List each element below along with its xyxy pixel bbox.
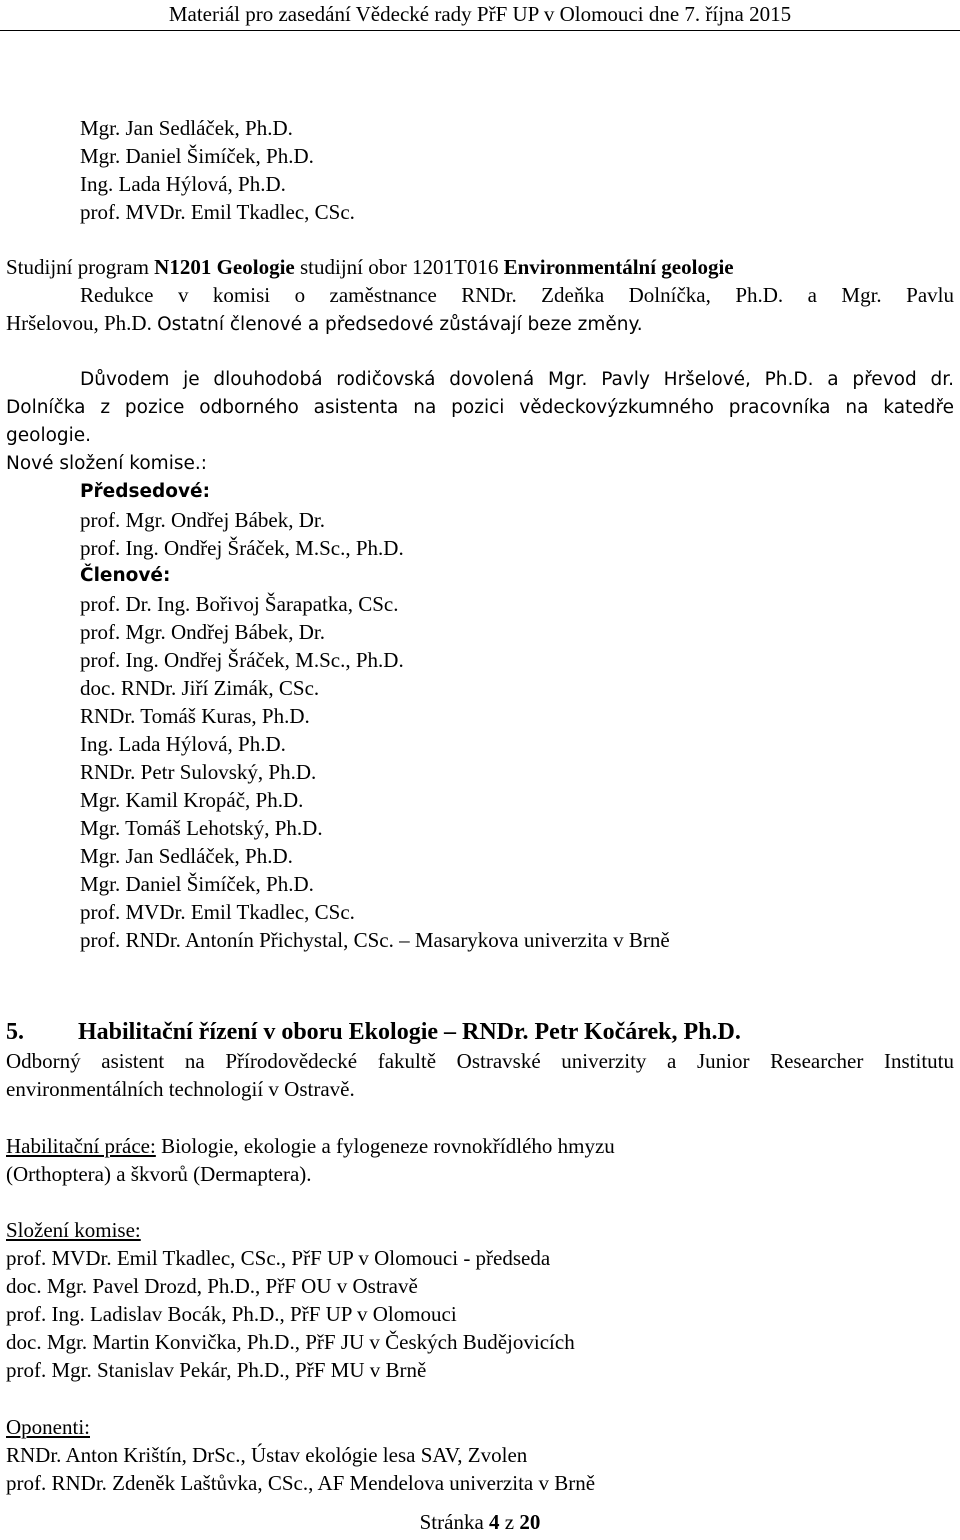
member-item: doc. RNDr. Jiří Zimák, CSc. xyxy=(80,676,320,700)
member-item: Mgr. Jan Sedláček, Ph.D. xyxy=(80,844,293,868)
committee-item: doc. Mgr. Martin Konvička, Ph.D., PřF JU v Českých Budějovicích xyxy=(6,1330,575,1354)
reason-line-3: geologie. xyxy=(6,425,92,446)
top-list-item: Ing. Lada Hýlová, Ph.D. xyxy=(80,172,286,196)
chairs-label: Předsedové: xyxy=(80,481,210,502)
member-item: RNDr. Tomáš Kuras, Ph.D. xyxy=(80,704,310,728)
opponent-item: prof. RNDr. Zdeněk Laštůvka, CSc., AF Mendelova univerzita v Brně xyxy=(6,1471,596,1495)
program-name: N1201 Geologie xyxy=(154,255,295,279)
thesis-line-1 xyxy=(6,1133,615,1159)
member-item: RNDr. Petr Sulovský, Ph.D. xyxy=(80,760,317,784)
member-item: prof. Dr. Ing. Bořivoj Šarapatka, CSc. xyxy=(80,592,399,616)
section-5-title: Habilitační řízení v oboru Ekologie – RNDr. Petr Kočárek, Ph.D. xyxy=(78,1019,741,1045)
program-line-3a: Hršelovou, Ph.D. xyxy=(6,311,158,335)
thesis-title-1: Biologie, ekologie a fylogeneze rovnokřídlého hmyzu xyxy=(155,1134,615,1158)
top-list-item: prof. MVDr. Emil Tkadlec, CSc. xyxy=(80,200,355,224)
chair-item: prof. Ing. Ondřej Šráček, M.Sc., Ph.D. xyxy=(80,536,404,560)
program-line-3b: Ostatní členové a předsedové zůstávají beze změny. xyxy=(157,314,643,335)
program-line-1 xyxy=(6,254,734,280)
page-footer xyxy=(0,1509,960,1535)
reason-line-2: Dolníčka z pozice odborného asistenta na pozici vědeckovýzkumného pracovníka na katedře xyxy=(6,397,954,418)
committee-item: prof. Mgr. Stanislav Pekár, Ph.D., PřF MU v Brně xyxy=(6,1358,427,1382)
member-item: Ing. Lada Hýlová, Ph.D. xyxy=(80,732,286,756)
committee-item: prof. MVDr. Emil Tkadlec, CSc., PřF UP v Olomouci - předseda xyxy=(6,1246,551,1270)
footer-current-page: 4 xyxy=(489,1510,500,1534)
member-item: prof. RNDr. Antonín Přichystal, CSc. – Masarykova univerzita v Brně xyxy=(80,928,670,952)
committee-item: prof. Ing. Ladislav Bocák, Ph.D., PřF UP v Olomouci xyxy=(6,1302,457,1326)
program-prefix: Studijní program xyxy=(6,255,155,279)
committee-label: Složení komise: xyxy=(6,1218,141,1242)
header-title: Materiál pro zasedání Vědecké rady PřF UP v Olomouci dne 7. října 2015 xyxy=(168,2,792,26)
chair-item: prof. Mgr. Ondřej Bábek, Dr. xyxy=(80,508,325,532)
top-list-item: Mgr. Daniel Šimíček, Ph.D. xyxy=(80,144,314,168)
section-5-desc-1: Odborný asistent na Přírodovědecké fakultě Ostravské univerzity a Junior Researcher Institutu xyxy=(6,1049,954,1073)
opponent-item: RNDr. Anton Krištín, DrSc., Ústav ekológie lesa SAV, Zvolen xyxy=(6,1443,528,1467)
footer-total-pages: 20 xyxy=(519,1510,541,1534)
opponents-label: Oponenti: xyxy=(6,1415,90,1439)
program-mid: studijní obor 1201T016 xyxy=(294,255,504,279)
committee-item: doc. Mgr. Pavel Drozd, Ph.D., PřF OU v Ostravě xyxy=(6,1274,418,1298)
footer-separator: z xyxy=(499,1510,520,1534)
member-item: prof. Ing. Ondřej Šráček, M.Sc., Ph.D. xyxy=(80,648,404,672)
field-name: Environmentální geologie xyxy=(503,255,734,279)
member-item: Mgr. Daniel Šimíček, Ph.D. xyxy=(80,872,314,896)
section-5-number: 5. xyxy=(6,1019,24,1045)
member-item: prof. MVDr. Emil Tkadlec, CSc. xyxy=(80,900,355,924)
footer-prefix: Stránka xyxy=(419,1510,490,1534)
members-label: Členové: xyxy=(80,565,171,586)
top-list-item: Mgr. Jan Sedláček, Ph.D. xyxy=(80,116,293,140)
reason-line-1: Důvodem je dlouhodobá rodičovská dovolená Mgr. Pavly Hršelové, Ph.D. a převod dr. xyxy=(80,369,954,390)
thesis-line-2: (Orthoptera) a škvorů (Dermaptera). xyxy=(6,1162,312,1186)
thesis-label: Habilitační práce: xyxy=(6,1134,156,1158)
member-item: Mgr. Tomáš Lehotský, Ph.D. xyxy=(80,816,323,840)
member-item: prof. Mgr. Ondřej Bábek, Dr. xyxy=(80,620,325,644)
section-5-desc-2: environmentálních technologií v Ostravě. xyxy=(6,1077,355,1101)
member-item: Mgr. Kamil Kropáč, Ph.D. xyxy=(80,788,304,812)
new-composition-label: Nové složení komise.: xyxy=(6,453,207,474)
program-line-3 xyxy=(6,310,643,338)
program-line-2: Redukce v komisi o zaměstnance RNDr. Zdeňka Dolníčka, Ph.D. a Mgr. Pavlu xyxy=(80,283,954,307)
